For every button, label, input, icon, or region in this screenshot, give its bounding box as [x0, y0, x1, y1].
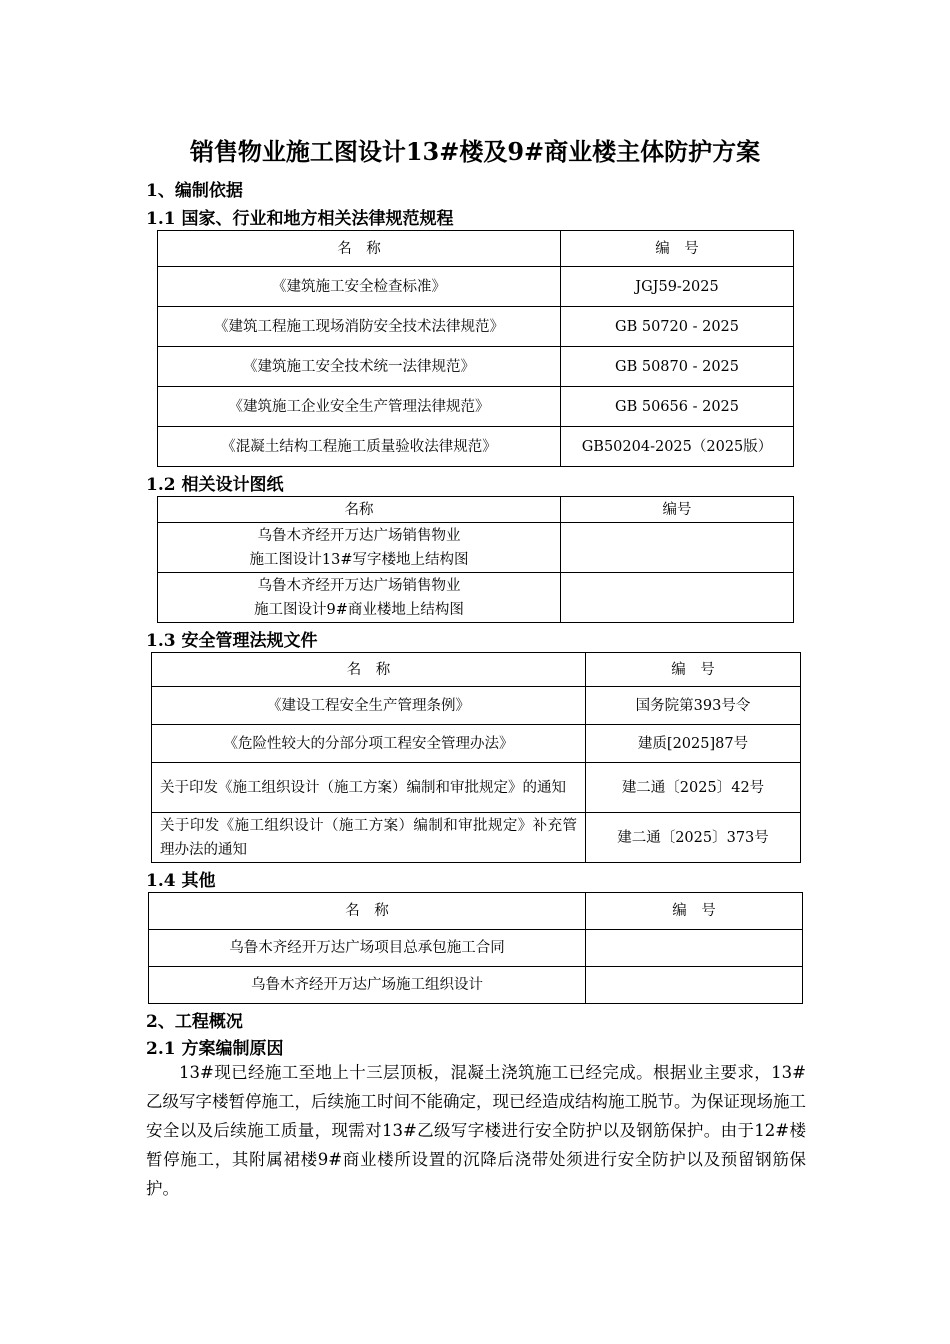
table-cell: 国务院第393号令 — [586, 687, 801, 725]
table-cell: GB 50870 - 2025 — [561, 347, 794, 387]
column-header-code: 编号 — [561, 497, 794, 523]
table-cell: 《建设工程安全生产管理条例》 — [152, 687, 586, 725]
table-cell — [561, 523, 794, 573]
column-header-name: 名 称 — [158, 231, 561, 267]
safety-rules-table — [151, 652, 801, 863]
table-row — [152, 813, 801, 863]
cell-line: 乌鲁木齐经开万达广场销售物业 — [257, 577, 461, 594]
drawings-table — [157, 496, 794, 623]
table-cell: 关于印发《施工组织设计（施工方案）编制和审批规定》补充管理办法的通知 — [152, 813, 586, 863]
section-heading-2: 2、工程概况 — [146, 1012, 243, 1032]
table-row — [158, 307, 794, 347]
table-cell: 乌鲁木齐经开万达广场施工组织设计 — [149, 967, 586, 1004]
table-cell: 建二通〔2025〕373号 — [586, 813, 801, 863]
table-cell: GB 50720 - 2025 — [561, 307, 794, 347]
table-header-row — [152, 653, 801, 687]
column-header-code: 编 号 — [561, 231, 794, 267]
table-cell: 《危险性较大的分部分项工程安全管理办法》 — [152, 725, 586, 763]
table-cell: 乌鲁木齐经开万达广场项目总承包施工合同 — [149, 930, 586, 967]
table-cell: GB 50656 - 2025 — [561, 387, 794, 427]
subsection-heading-1-4: 1.4 其他 — [146, 871, 216, 891]
other-documents-table — [148, 892, 803, 1004]
table-row — [158, 427, 794, 467]
table-row — [152, 763, 801, 813]
subsection-heading-1-2: 1.2 相关设计图纸 — [146, 475, 284, 495]
subsection-heading-1-3: 1.3 安全管理法规文件 — [146, 631, 318, 651]
column-header-name: 名称 — [158, 497, 561, 523]
table-cell: 关于印发《施工组织设计（施工方案）编制和审批规定》的通知 — [152, 763, 586, 813]
table-cell: 《建筑施工企业安全生产管理法律规范》 — [158, 387, 561, 427]
subsection-heading-1-1: 1.1 国家、行业和地方相关法律规范规程 — [146, 209, 454, 229]
regulations-table — [157, 230, 794, 467]
section-heading-1: 1、编制依据 — [146, 181, 243, 201]
table-row — [158, 523, 794, 573]
table-row — [158, 267, 794, 307]
table-cell: JGJ59-2025 — [561, 267, 794, 307]
document-title: 销售物业施工图设计13#楼及9#商业楼主体防护方案 — [189, 137, 761, 166]
table-header-row — [158, 231, 794, 267]
column-header-code: 编 号 — [586, 893, 803, 930]
table-cell: 《建筑施工安全技术统一法律规范》 — [158, 347, 561, 387]
table-cell — [158, 523, 561, 573]
table-cell: 《混凝土结构工程施工质量验收法律规范》 — [158, 427, 561, 467]
table-cell: GB50204-2025（2025版） — [561, 427, 794, 467]
table-cell — [586, 967, 803, 1004]
column-header-name: 名 称 — [149, 893, 586, 930]
table-row — [152, 687, 801, 725]
table-row — [149, 930, 803, 967]
table-header-row — [149, 893, 803, 930]
table-cell: 建二通〔2025〕42号 — [586, 763, 801, 813]
table-cell: 《建筑施工安全检查标准》 — [158, 267, 561, 307]
cell-line: 乌鲁木齐经开万达广场销售物业 — [257, 527, 461, 544]
column-header-name: 名 称 — [152, 653, 586, 687]
table-cell — [561, 573, 794, 623]
table-cell: 《建筑工程施工现场消防安全技术法律规范》 — [158, 307, 561, 347]
subsection-heading-2-1: 2.1 方案编制原因 — [146, 1039, 284, 1059]
table-cell: 建质[2025]87号 — [586, 725, 801, 763]
table-row — [152, 725, 801, 763]
table-row — [158, 387, 794, 427]
table-header-row — [158, 497, 794, 523]
cell-line: 施工图设计9#商业楼地上结构图 — [254, 601, 464, 618]
cell-line: 施工图设计13#写字楼地上结构图 — [249, 551, 469, 568]
column-header-code: 编 号 — [586, 653, 801, 687]
table-row — [158, 347, 794, 387]
table-row — [149, 967, 803, 1004]
table-cell — [158, 573, 561, 623]
body-paragraph: 13#现已经施工至地上十三层顶板，混凝土浇筑施工已经完成。根据业主要求，13#乙级写字楼暂停施工，后续施工时间不能确定，现已经造成结构施工脱节。为保证现场施工安全以及后续施工质量，现需对13#乙级写字楼进行安全防护以及钢筋保护。由于12#楼暂停施工，其附属裙楼9#商业楼所设置的沉降后浇带处须进行安全防护以及预留钢筋保护。 — [146, 1063, 806, 1198]
table-cell — [586, 930, 803, 967]
table-row — [158, 573, 794, 623]
